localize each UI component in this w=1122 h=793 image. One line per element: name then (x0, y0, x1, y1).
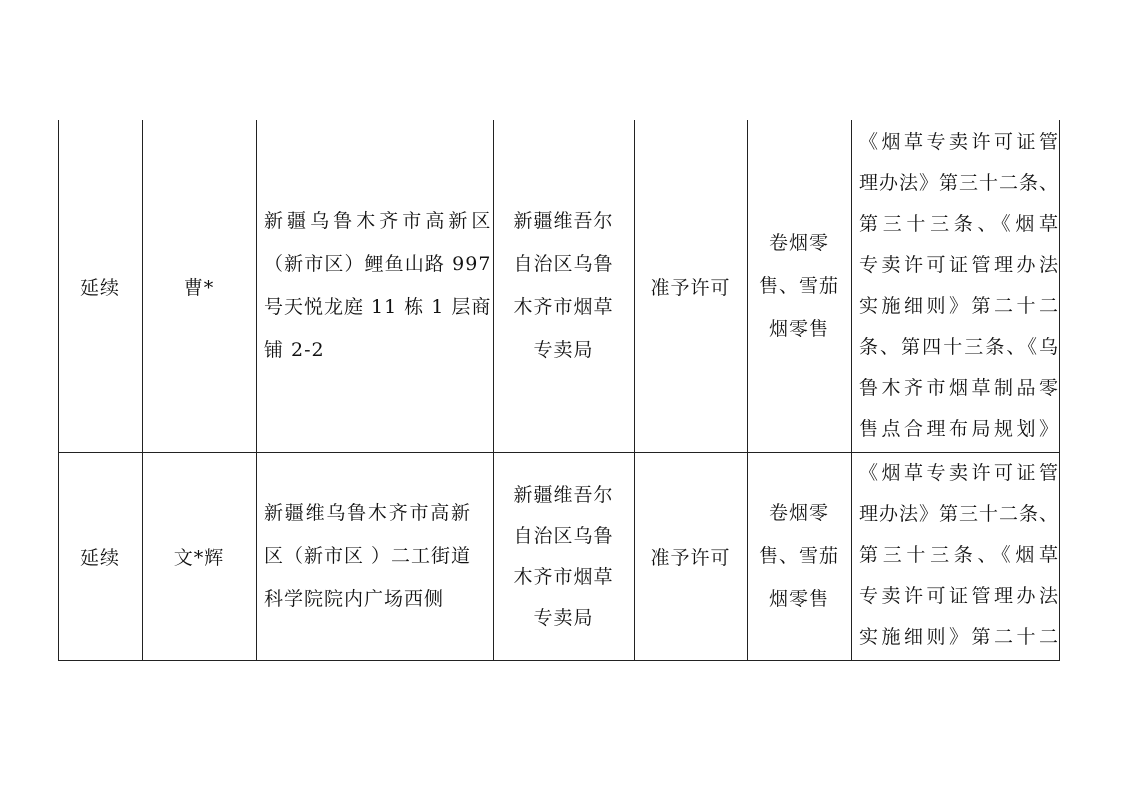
type-cell (58, 120, 142, 452)
scope-line: 卷烟零 (768, 231, 829, 254)
scope-line: 售、雪茄 (758, 274, 839, 297)
basis-cell (859, 120, 1060, 452)
scope-cell (747, 120, 851, 452)
decision-text: 准予许可 (650, 276, 731, 299)
basis-line: 实施细则》第二十二 (859, 626, 1060, 648)
basis-line: 理办法》第三十二条、 (859, 172, 1060, 194)
basis-line: 第三十三条、《烟草 (859, 544, 1060, 566)
basis-line: 《烟草专卖许可证管 (859, 131, 1060, 153)
basis-line: 实施细则》第二十二 (859, 295, 1060, 317)
type-cell (58, 453, 142, 660)
decision-cell (634, 120, 747, 452)
authority-cell (493, 453, 634, 660)
address-cell (264, 453, 486, 660)
address-cell (264, 120, 492, 452)
authority-line: 新疆维吾尔 (513, 483, 614, 506)
scope-line: 售、雪茄 (758, 545, 839, 567)
column-divider-6 (851, 120, 852, 661)
authority-cell (493, 120, 634, 452)
authority-line: 自治区乌鲁 (513, 253, 614, 275)
table-border-bottom (58, 660, 1060, 661)
authority-line: 专卖局 (533, 339, 594, 361)
basis-line: 鲁木齐市烟草制品零 (859, 377, 1060, 399)
authority-line: 专卖局 (533, 606, 594, 629)
scope-line: 卷烟零 (768, 502, 829, 524)
basis-line: 售点合理布局规划》 (859, 418, 1060, 440)
name-cell (142, 120, 256, 452)
type-text: 延续 (79, 276, 120, 299)
type-text: 延续 (79, 547, 120, 569)
address-line: 新疆乌鲁木齐市高新区 (264, 210, 492, 232)
name-text: 文*辉 (173, 547, 225, 569)
name-text: 曹* (183, 276, 215, 299)
basis-line: 理办法》第三十二条、 (859, 503, 1060, 525)
basis-line: 条、第四十三条、《乌 (859, 336, 1060, 358)
authority-line: 木齐市烟草 (513, 296, 614, 318)
table-border-right (1059, 120, 1060, 661)
decision-cell (634, 453, 747, 660)
scope-line: 烟零售 (768, 588, 829, 610)
address-line: 新疆维乌鲁木齐市高新 (264, 502, 472, 524)
address-line: （新市区）鲤鱼山路 997 (264, 253, 492, 275)
authority-line: 木齐市烟草 (513, 565, 614, 588)
decision-text: 准予许可 (650, 547, 731, 569)
name-cell (142, 453, 256, 660)
address-line: 区（新市区 ）二工街道 (264, 545, 472, 567)
scope-cell (747, 453, 851, 660)
basis-line: 第三十三条、《烟草 (859, 213, 1060, 235)
scope-line: 烟零售 (768, 317, 829, 340)
authority-line: 自治区乌鲁 (513, 524, 614, 547)
basis-line: 专卖许可证管理办法 (859, 254, 1060, 276)
basis-line: 《烟草专卖许可证管 (859, 462, 1060, 484)
address-line: 科学院院内广场西侧 (264, 588, 445, 610)
column-divider-2 (256, 120, 257, 661)
address-line: 号天悦龙庭 11 栋 1 层商 (264, 296, 492, 318)
basis-cell (859, 453, 1060, 660)
authority-line: 新疆维吾尔 (513, 210, 614, 232)
address-line: 铺 2-2 (264, 339, 325, 361)
basis-line: 专卖许可证管理办法 (859, 585, 1060, 607)
